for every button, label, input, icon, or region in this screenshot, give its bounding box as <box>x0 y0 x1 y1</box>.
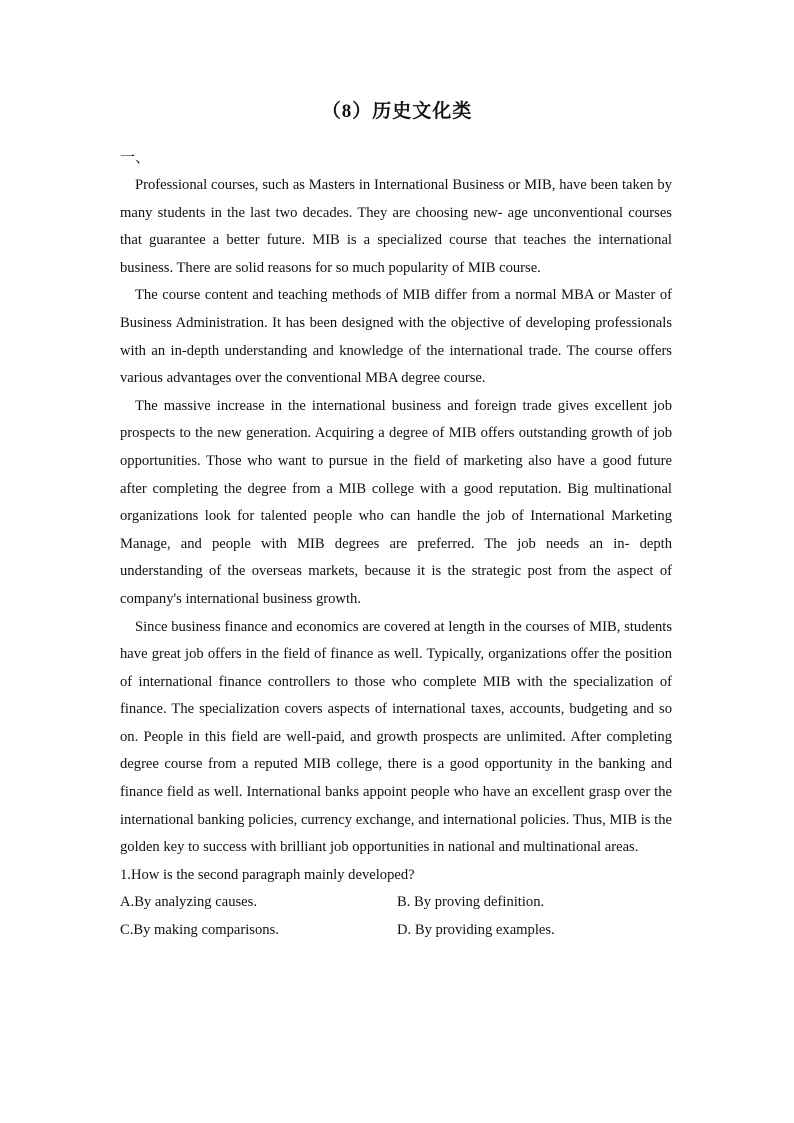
option-a: A.By analyzing causes. <box>120 894 257 911</box>
paragraph-2: The course content and teaching methods of MIB differ from a normal MBA or Master of Business Administration. It has been designed with the objective of developing professionals with an in-depth understanding and knowledge of the international trade. The course offers various advantages over the conventional MBA degree course. <box>120 287 672 387</box>
page-title: （8）历史文化类 <box>321 101 473 122</box>
question-1: 1.How is the second paragraph mainly developed? <box>120 866 415 883</box>
option-b: B. By proving definition. <box>397 894 545 911</box>
section-number: 一、 <box>120 150 151 166</box>
option-c: C.By making comparisons. <box>120 922 279 939</box>
paragraph-3: The massive increase in the international business and foreign trade gives excellent job prospects to the new generation. Acquiring a degree of MIB offers outstanding growth of job opportunities. Those who want to pursue in the field of marketing also have a good future after completing the degree from a MIB college with a good reputation. Big multinational organizations look for talented people who can handle the job of International Marketing Manage, and people with MIB degrees are preferred. The job needs an in- depth understanding of the overseas markets, because it is the strategic post from the aspect of company's international business growth. <box>120 397 672 607</box>
option-d: D. By providing examples. <box>397 922 555 939</box>
answer-options <box>120 889 672 944</box>
reading-passage <box>120 172 672 945</box>
paragraph-4: Since business finance and economics are covered at length in the courses of MIB, students have great job offers in the field of finance as well. Typically, organizations offer the position of international finance controllers to those who complete MIB with the specialization of finance. The specialization covers aspects of international taxes, accounts, budgeting and so on. People in this field are well-paid, and growth prospects are unlimited. After completing degree course from a reputed MIB college, there is a good opportunity in the banking and finance field as well. International banks appoint people who have an excellent grasp over the international banking policies, currency exchange, and international policies. Thus, MIB is the golden key to success with brilliant job opportunities in national and multinational areas. <box>120 618 672 856</box>
paragraph-1: Professional courses, such as Masters in International Business or MIB, have been taken by many students in the last two decades. They are choosing new- age unconventional courses that guarantee a better future. MIB is a specialized course that teaches the international business. There are solid reasons for so much popularity of MIB course. <box>120 177 672 276</box>
